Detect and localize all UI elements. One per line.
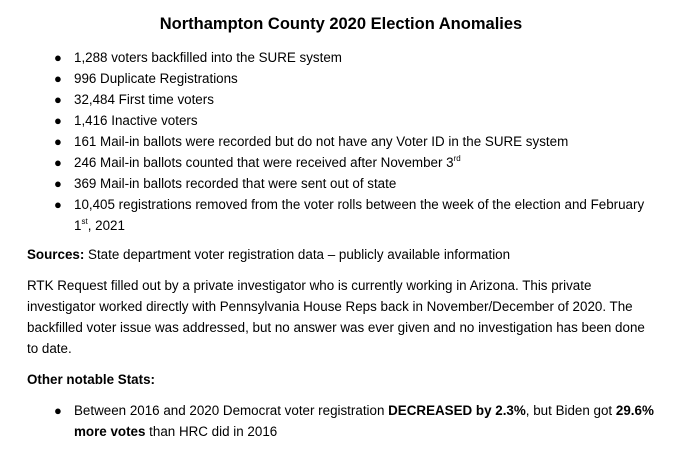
list-item-text: 996 Duplicate Registrations bbox=[74, 71, 238, 86]
list-item-text: 369 Mail-in ballots recorded that were sent out of state bbox=[74, 176, 397, 191]
bullet-icon: ● bbox=[54, 155, 62, 170]
anomalies-list bbox=[27, 47, 655, 236]
list-item bbox=[27, 47, 655, 68]
list-item bbox=[27, 89, 655, 110]
other-stats-heading bbox=[27, 369, 655, 390]
list-item-superscript: st bbox=[81, 216, 88, 226]
list-item bbox=[27, 173, 655, 194]
other-stats-heading-text: Other notable Stats: bbox=[27, 372, 155, 387]
stat-bold1: DECREASED by 2.3% bbox=[388, 403, 526, 418]
list-item bbox=[27, 110, 655, 131]
bullet-icon: ● bbox=[54, 113, 62, 128]
stat-bold2: 29.6% more votes bbox=[74, 403, 654, 439]
list-item-text: 32,484 First time voters bbox=[74, 92, 214, 107]
list-item-text: 246 Mail-in ballots counted that were received after November 3 bbox=[74, 155, 454, 170]
bullet-icon: ● bbox=[54, 71, 62, 86]
bullet-icon: ● bbox=[54, 50, 62, 65]
list-item bbox=[27, 152, 655, 173]
stat-part1: Between 2016 and 2020 Democrat voter registration bbox=[74, 403, 389, 418]
other-stats-list bbox=[27, 400, 655, 442]
sources-text: State department voter registration data – publicly available information bbox=[84, 247, 511, 262]
list-item bbox=[27, 400, 655, 442]
list-item-text: 1,288 voters backfilled into the SURE system bbox=[74, 50, 342, 65]
list-item bbox=[27, 194, 655, 236]
list-item bbox=[27, 68, 655, 89]
sources-line bbox=[27, 244, 655, 265]
bullet-icon: ● bbox=[54, 134, 62, 149]
bullet-icon: ● bbox=[54, 176, 62, 191]
stat-part3: than HRC did in 2016 bbox=[145, 424, 278, 439]
sources-label: Sources: bbox=[27, 247, 85, 262]
list-item-text: 161 Mail-in ballots were recorded but do not have any Voter ID in the SURE system bbox=[74, 134, 569, 149]
bullet-icon: ● bbox=[54, 197, 62, 212]
document-title: Northampton County 2020 Election Anomalies bbox=[159, 15, 523, 33]
list-item-text-after: , 2021 bbox=[87, 218, 125, 233]
bullet-icon: ● bbox=[54, 92, 62, 107]
list-item-text: 10,405 registrations removed from the voter rolls between the week of the election and February 1 bbox=[74, 197, 645, 233]
bullet-icon: ● bbox=[54, 403, 62, 418]
stat-part2: , but Biden got bbox=[525, 403, 616, 418]
rtk-paragraph: RTK Request filled out by a private investigator who is currently working in Arizona. This private investigator worked directly with Pennsylvania House Reps back in November/December of 2020. The backfilled voter issue was addressed, but no answer was ever given and no investigation has been done to date. bbox=[27, 278, 645, 356]
list-item-superscript: rd bbox=[453, 153, 461, 163]
list-item-text: 1,416 Inactive voters bbox=[74, 113, 198, 128]
list-item bbox=[27, 131, 655, 152]
